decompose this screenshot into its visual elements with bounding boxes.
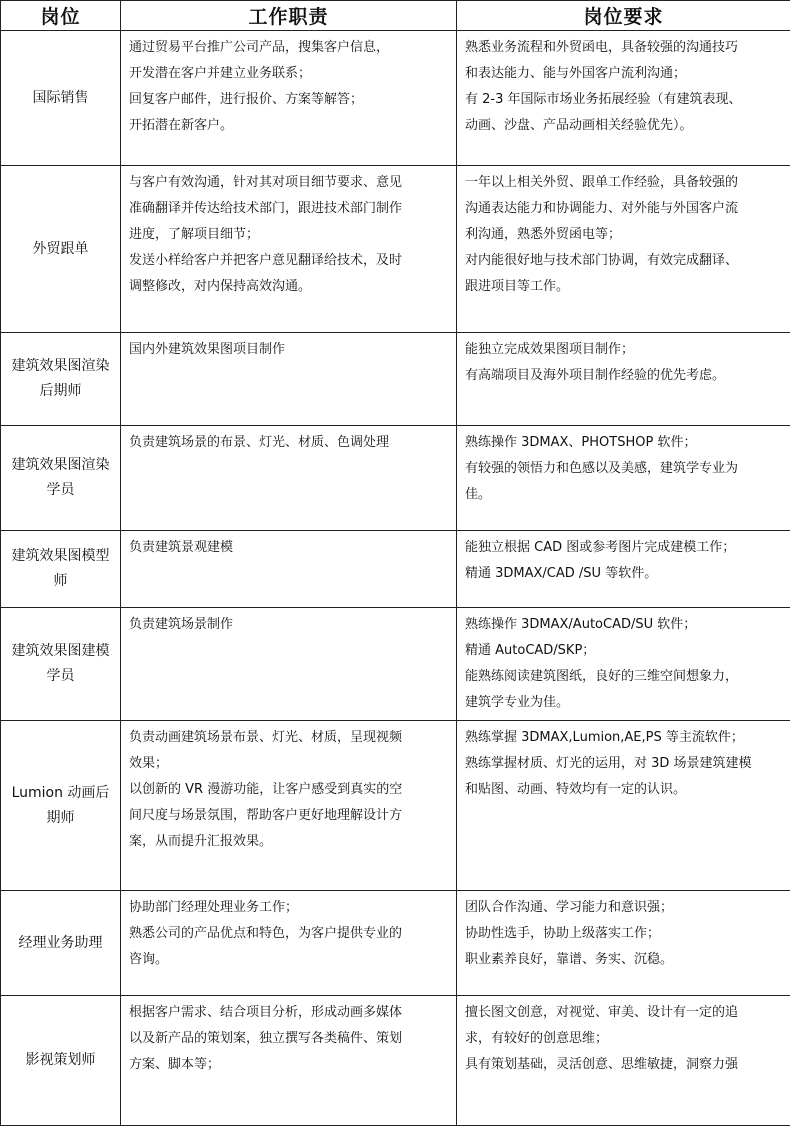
requirement-line: 能独立完成效果图项目制作； xyxy=(465,337,782,363)
requirement-line: 精通 3DMAX/CAD /SU 等软件。 xyxy=(465,561,782,587)
table-row xyxy=(1,166,790,333)
position-title: 影视策划师 xyxy=(1,996,121,1126)
requirement-line: 求，有较好的创意思维； xyxy=(465,1026,782,1052)
requirement-line: 熟练掌握 3DMAX,Lumion,AE,PS 等主流软件； xyxy=(465,725,782,751)
requirement-line: 熟练掌握材质、灯光的运用，对 3D 场景建筑建模 xyxy=(465,751,782,777)
duty-line: 根据客户需求、结合项目分析，形成动画多媒体 xyxy=(129,1000,448,1026)
table-row xyxy=(1,608,790,721)
duty-line: 间尺度与场景氛围，帮助客户更好地理解设计方 xyxy=(129,803,448,829)
requirement-line: 佳。 xyxy=(465,482,782,508)
duty-line: 调整修改，对内保持高效沟通。 xyxy=(129,274,448,300)
requirement-line: 和贴图、动画、特效均有一定的认识。 xyxy=(465,777,782,803)
position-title: 建筑效果图渲染后期师 xyxy=(1,333,121,426)
requirement-line: 有较强的领悟力和色感以及美感，建筑学专业为 xyxy=(465,456,782,482)
requirement-line: 熟练操作 3DMAX、PHOTSHOP 软件； xyxy=(465,430,782,456)
requirement-line: 利沟通，熟悉外贸函电等； xyxy=(465,222,782,248)
duty-line: 与客户有效沟通，针对其对项目细节要求、意见 xyxy=(129,170,448,196)
requirement-line: 团队合作沟通、学习能力和意识强； xyxy=(465,895,782,921)
duties-cell xyxy=(121,891,457,996)
duty-line: 效果； xyxy=(129,751,448,777)
requirements-cell xyxy=(457,31,790,166)
table-row xyxy=(1,426,790,531)
requirement-line: 具有策划基础，灵活创意、思维敏捷，洞察力强 xyxy=(465,1052,782,1078)
requirement-line: 和表达能力、能与外国客户流利沟通； xyxy=(465,61,782,87)
header-row xyxy=(1,1,790,31)
duty-line: 回复客户邮件，进行报价、方案等解答； xyxy=(129,87,448,113)
duties-cell xyxy=(121,608,457,721)
duty-line: 案，从而提升汇报效果。 xyxy=(129,829,448,855)
requirement-line: 动画、沙盘、产品动画相关经验优先）。 xyxy=(465,113,782,139)
duty-line: 负责动画建筑场景布景、灯光、材质，呈现视频 xyxy=(129,725,448,751)
header-requirements: 岗位要求 xyxy=(457,1,790,31)
duty-line: 以创新的 VR 漫游功能，让客户感受到真实的空 xyxy=(129,777,448,803)
duties-cell xyxy=(121,426,457,531)
requirements-cell xyxy=(457,996,790,1126)
header-duties: 工作职责 xyxy=(121,1,457,31)
table-row xyxy=(1,333,790,426)
requirements-cell xyxy=(457,333,790,426)
requirement-line: 熟悉业务流程和外贸函电，具备较强的沟通技巧 xyxy=(465,35,782,61)
requirement-line: 对内能很好地与技术部门协调，有效完成翻译、 xyxy=(465,248,782,274)
header-position: 岗位 xyxy=(1,1,121,31)
requirement-line: 职业素养良好，靠谱、务实、沉稳。 xyxy=(465,947,782,973)
table-body xyxy=(1,31,790,1126)
requirement-line: 能独立根据 CAD 图或参考图片完成建模工作； xyxy=(465,535,782,561)
position-title: 经理业务助理 xyxy=(1,891,121,996)
duty-line: 进度，了解项目细节； xyxy=(129,222,448,248)
duty-line: 国内外建筑效果图项目制作 xyxy=(129,337,448,363)
requirements-cell xyxy=(457,426,790,531)
table-row xyxy=(1,721,790,891)
position-title: Lumion 动画后期师 xyxy=(1,721,121,891)
duty-line: 协助部门经理处理业务工作； xyxy=(129,895,448,921)
duty-line: 开发潜在客户并建立业务联系； xyxy=(129,61,448,87)
table-row xyxy=(1,891,790,996)
requirement-line: 精通 AutoCAD/SKP； xyxy=(465,638,782,664)
duty-line: 通过贸易平台推广公司产品，搜集客户信息， xyxy=(129,35,448,61)
duty-line: 发送小样给客户并把客户意见翻译给技术，及时 xyxy=(129,248,448,274)
duties-cell xyxy=(121,166,457,333)
requirements-cell xyxy=(457,721,790,891)
requirement-line: 熟练操作 3DMAX/AutoCAD/SU 软件； xyxy=(465,612,782,638)
duties-cell xyxy=(121,996,457,1126)
duty-line: 负责建筑场景的布景、灯光、材质、色调处理 xyxy=(129,430,448,456)
requirements-cell xyxy=(457,166,790,333)
requirement-line: 有高端项目及海外项目制作经验的优先考虑。 xyxy=(465,363,782,389)
position-title: 建筑效果图建模学员 xyxy=(1,608,121,721)
requirement-line: 协助性选手，协助上级落实工作； xyxy=(465,921,782,947)
requirement-line: 跟进项目等工作。 xyxy=(465,274,782,300)
duties-cell xyxy=(121,721,457,891)
duty-line: 开拓潜在新客户。 xyxy=(129,113,448,139)
position-title: 建筑效果图渲染学员 xyxy=(1,426,121,531)
duty-line: 熟悉公司的产品优点和特色，为客户提供专业的 xyxy=(129,921,448,947)
table-row xyxy=(1,996,790,1126)
requirement-line: 一年以上相关外贸、跟单工作经验，具备较强的 xyxy=(465,170,782,196)
duty-line: 方案、脚本等； xyxy=(129,1052,448,1078)
duties-cell xyxy=(121,531,457,608)
position-title: 国际销售 xyxy=(1,31,121,166)
duty-line: 以及新产品的策划案，独立撰写各类稿件、策划 xyxy=(129,1026,448,1052)
position-title: 外贸跟单 xyxy=(1,166,121,333)
duties-cell xyxy=(121,333,457,426)
requirements-cell xyxy=(457,891,790,996)
requirements-cell xyxy=(457,608,790,721)
duty-line: 负责建筑场景制作 xyxy=(129,612,448,638)
requirement-line: 建筑学专业为佳。 xyxy=(465,690,782,716)
requirement-line: 沟通表达能力和协调能力、对外能与外国客户流 xyxy=(465,196,782,222)
requirement-line: 擅长图文创意，对视觉、审美、设计有一定的追 xyxy=(465,1000,782,1026)
duty-line: 咨询。 xyxy=(129,947,448,973)
table-row xyxy=(1,31,790,166)
table-row xyxy=(1,531,790,608)
requirements-cell xyxy=(457,531,790,608)
duty-line: 准确翻译并传达给技术部门，跟进技术部门制作 xyxy=(129,196,448,222)
position-title: 建筑效果图模型师 xyxy=(1,531,121,608)
requirement-line: 能熟练阅读建筑图纸，良好的三维空间想象力， xyxy=(465,664,782,690)
duty-line: 负责建筑景观建模 xyxy=(129,535,448,561)
requirement-line: 有 2-3 年国际市场业务拓展经验（有建筑表现、 xyxy=(465,87,782,113)
duties-cell xyxy=(121,31,457,166)
